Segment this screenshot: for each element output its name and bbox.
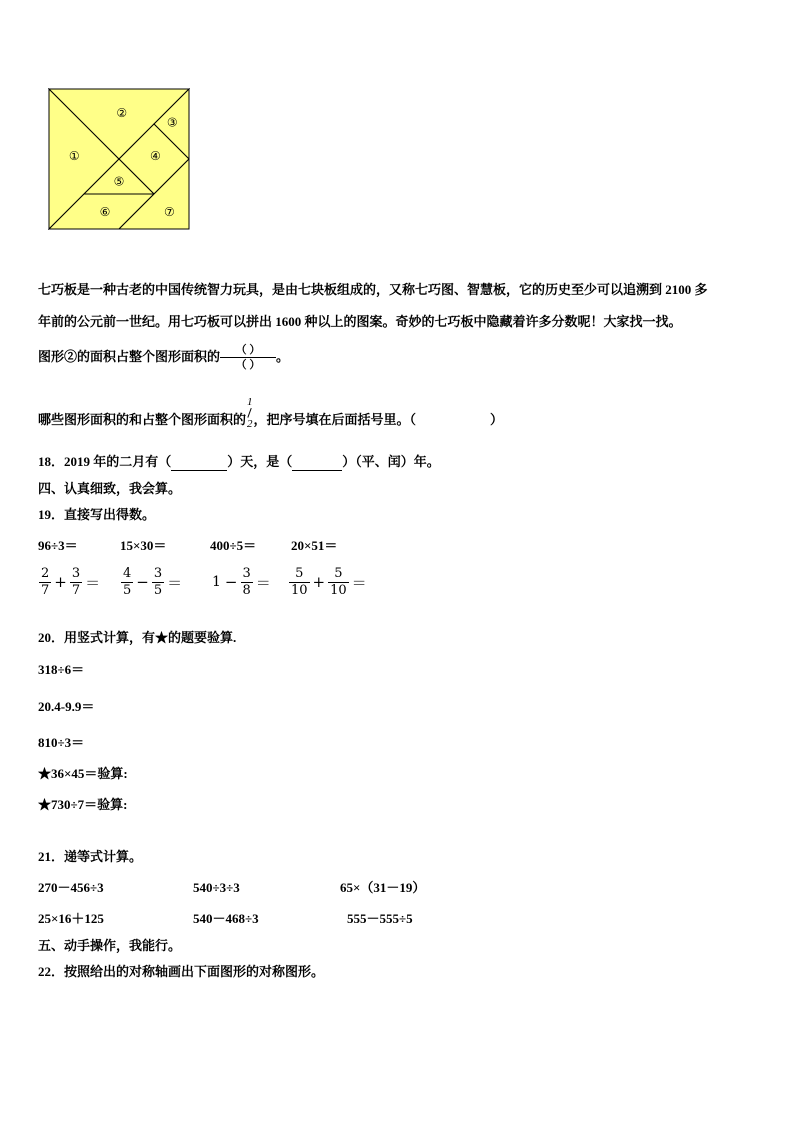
operator: − <box>136 573 149 591</box>
equals-sign: ＝ <box>255 573 271 592</box>
fraction-bar <box>220 357 276 358</box>
q19-fraction-3 <box>210 562 273 602</box>
fraction <box>39 567 51 598</box>
q19-row1-item-4: 20×51＝ <box>291 538 338 553</box>
q21-row2-item-2: 540－468÷3 <box>193 911 259 926</box>
numerator: 2 <box>41 565 50 581</box>
numerator: 4 <box>123 565 132 581</box>
tangram-label-1: ① <box>68 149 80 164</box>
tangram-figure <box>48 88 190 230</box>
q21-row2-item-3: 555－555÷5 <box>347 911 413 926</box>
q2-numerator: 1 <box>247 396 253 408</box>
equals-sign: ＝ <box>85 573 101 592</box>
fraction <box>328 567 349 598</box>
q1-fraction-blank[interactable] <box>220 344 276 371</box>
section-5-heading: 五、动手操作，我能行。 <box>38 938 182 953</box>
q20-item-1: 318÷6＝ <box>38 662 85 677</box>
q2-rest: ，把序号填在后面括号里。（ <box>253 412 417 427</box>
q2-answer-blank[interactable] <box>416 414 490 430</box>
q20-item-3: 810÷3＝ <box>38 735 85 750</box>
equals-sign: ＝ <box>351 573 367 592</box>
q19-fraction-1 <box>38 562 102 602</box>
operator: − <box>224 573 238 591</box>
q2-text: 哪些图形面积的和占整个图形面积的 <box>38 412 247 427</box>
q21-row1-item-1: 270－456÷3 <box>38 880 104 895</box>
question-18 <box>38 454 440 471</box>
tangram-label-6: ⑥ <box>99 205 111 220</box>
denominator: 5 <box>123 582 132 598</box>
intro-line-2: 年前的公元前一世纪。用七巧板可以拼出 1600 种以上的图案。奇妙的七巧板中隐藏着许多分数呢！大家找一找。 <box>38 314 682 329</box>
question-20-title: 20．用竖式计算，有★的题要验算. <box>38 630 237 645</box>
question-22: 22．按照给出的对称轴画出下面图形的对称图形。 <box>38 964 325 979</box>
denominator: 10 <box>291 582 308 598</box>
whole-number: 1 <box>212 574 221 590</box>
denominator: 8 <box>242 582 251 598</box>
numerator: 5 <box>334 565 343 581</box>
q19-fraction-2 <box>120 562 184 602</box>
fraction <box>289 567 310 598</box>
denominator: 5 <box>153 582 163 598</box>
numerator: 3 <box>153 565 163 581</box>
operator: + <box>312 573 326 591</box>
q1-end: 。 <box>276 349 290 364</box>
fraction <box>121 567 133 598</box>
q20-item-2: 20.4-9.9＝ <box>38 699 95 714</box>
tangram-label-3: ③ <box>166 115 178 130</box>
operator: + <box>54 573 67 591</box>
section-4-heading: 四、认真细致，我会算。 <box>38 481 182 496</box>
question-19-title: 19．直接写出得数。 <box>38 507 156 522</box>
denominator: 7 <box>71 582 81 598</box>
q19-row1-item-2: 15×30＝ <box>120 538 167 553</box>
q20-item-4: ★36×45＝验算: <box>38 766 128 781</box>
fraction <box>241 567 253 598</box>
question-half <box>38 386 503 430</box>
q20-item-5: ★730÷7＝验算: <box>38 797 128 812</box>
question-21-title: 21．递等式计算。 <box>38 849 143 864</box>
q19-row1-item-1: 96÷3＝ <box>38 538 78 553</box>
tangram-label-7: ⑦ <box>164 205 175 220</box>
q18-days-blank[interactable] <box>171 454 227 471</box>
numerator: 5 <box>295 565 304 581</box>
q21-row2-item-1: 25×16＋125 <box>38 911 104 926</box>
q18-part-a: 18．2019 年的二月有（ <box>38 454 172 469</box>
numerator: 3 <box>242 565 251 581</box>
q2-denominator: 2 <box>247 418 253 430</box>
question-area-2 <box>38 340 289 374</box>
tangram-label-4: ④ <box>150 149 161 164</box>
q18-part-b: ）天，是（ <box>227 454 293 469</box>
q18-part-c: ）（平、闰）年。 <box>342 454 440 469</box>
equals-sign: ＝ <box>167 573 183 592</box>
tangram-label-2: ② <box>116 105 128 120</box>
q1-numerator: （ ） <box>235 343 261 356</box>
fraction-slash <box>247 408 252 418</box>
fraction <box>152 567 164 598</box>
q2-close: ） <box>490 412 504 427</box>
denominator: 10 <box>330 582 347 598</box>
q21-row1-item-3: 65×（31－19） <box>340 880 426 895</box>
fraction <box>70 567 82 598</box>
q19-row1-item-3: 400÷5＝ <box>210 538 257 553</box>
numerator: 3 <box>71 565 81 581</box>
q19-fraction-4 <box>288 562 369 602</box>
q18-year-type-blank[interactable] <box>292 454 342 471</box>
denominator: 7 <box>41 582 50 598</box>
tangram-label-5: ⑤ <box>113 174 125 189</box>
q1-denominator: （ ） <box>235 358 261 371</box>
intro-line-1: 七巧板是一种古老的中国传统智力玩具，是由七块板组成的，又称七巧图、智慧板，它的历史至少可以追溯到 2100 多 <box>38 282 708 297</box>
q2-half-fraction <box>247 396 253 430</box>
q1-text: 图形②的面积占整个图形面积的 <box>38 349 221 364</box>
q21-row1-item-2: 540÷3÷3 <box>193 880 240 895</box>
